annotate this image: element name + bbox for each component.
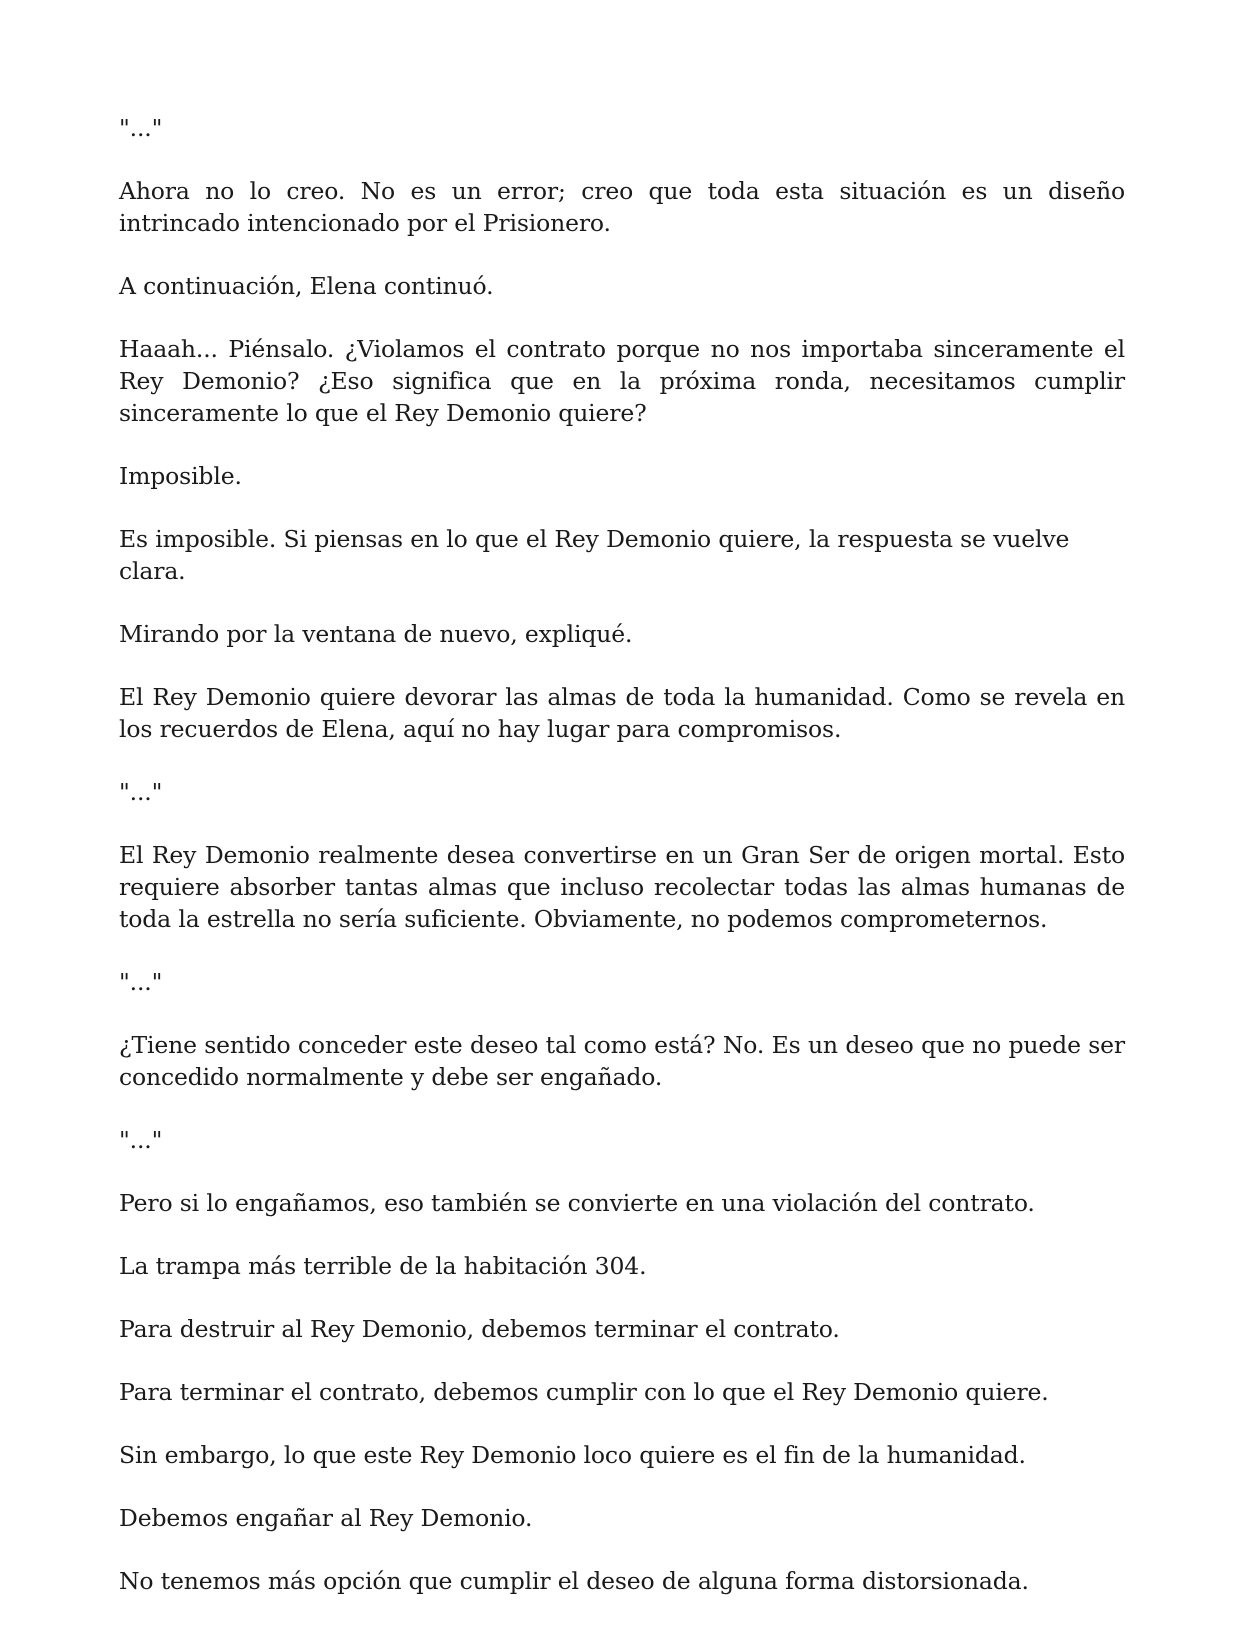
document-body bbox=[119, 112, 1125, 1628]
paragraph-16: Para destruir al Rey Demonio, debemos terminar el contrato. bbox=[119, 1315, 840, 1343]
paragraph-12: ¿Tiene sentido conceder este deseo tal como está? No. Es un deseo que no puede ser concedido normalmente y debe ser engañado. bbox=[119, 1031, 1125, 1091]
paragraph-5: Imposible. bbox=[119, 462, 242, 490]
paragraph-4: Haaah... Piénsalo. ¿Violamos el contrato porque no nos importaba sinceramente el Rey Demonio? ¿Eso significa que en la próxima ronda, necesitamos cumplir sinceramente lo que el Rey Demonio quiere? bbox=[119, 335, 1125, 427]
paragraph-9: "..." bbox=[119, 778, 163, 806]
paragraph-8: El Rey Demonio quiere devorar las almas de toda la humanidad. Como se revela en los recuerdos de Elena, aquí no hay lugar para compromisos. bbox=[119, 683, 1125, 743]
paragraph-11: "..." bbox=[119, 968, 163, 996]
paragraph-19: Debemos engañar al Rey Demonio. bbox=[119, 1504, 533, 1532]
paragraph-7: Mirando por la ventana de nuevo, expliqué. bbox=[119, 620, 633, 648]
paragraph-10: El Rey Demonio realmente desea convertirse en un Gran Ser de origen mortal. Esto requiere absorber tantas almas que incluso recolectar todas las almas humanas de toda la estrella no sería suficiente. Obviamente, no podemos comprometernos. bbox=[119, 841, 1125, 933]
paragraph-6: Es imposible. Si piensas en lo que el Rey Demonio quiere, la respuesta se vuelve clara. bbox=[119, 525, 1070, 585]
paragraph-2: Ahora no lo creo. No es un error; creo que toda esta situación es un diseño intrincado intencionado por el Prisionero. bbox=[119, 177, 1125, 237]
paragraph-13: "..." bbox=[119, 1126, 163, 1154]
paragraph-14: Pero si lo engañamos, eso también se convierte en una violación del contrato. bbox=[119, 1189, 1035, 1217]
paragraph-3: A continuación, Elena continuó. bbox=[119, 272, 494, 300]
paragraph-18: Sin embargo, lo que este Rey Demonio loco quiere es el fin de la humanidad. bbox=[119, 1441, 1026, 1469]
paragraph-17: Para terminar el contrato, debemos cumplir con lo que el Rey Demonio quiere. bbox=[119, 1378, 1049, 1406]
paragraph-15: La trampa más terrible de la habitación 304. bbox=[119, 1252, 647, 1280]
paragraph-1: "..." bbox=[119, 114, 163, 142]
paragraph-20: No tenemos más opción que cumplir el deseo de alguna forma distorsionada. bbox=[119, 1567, 1029, 1595]
